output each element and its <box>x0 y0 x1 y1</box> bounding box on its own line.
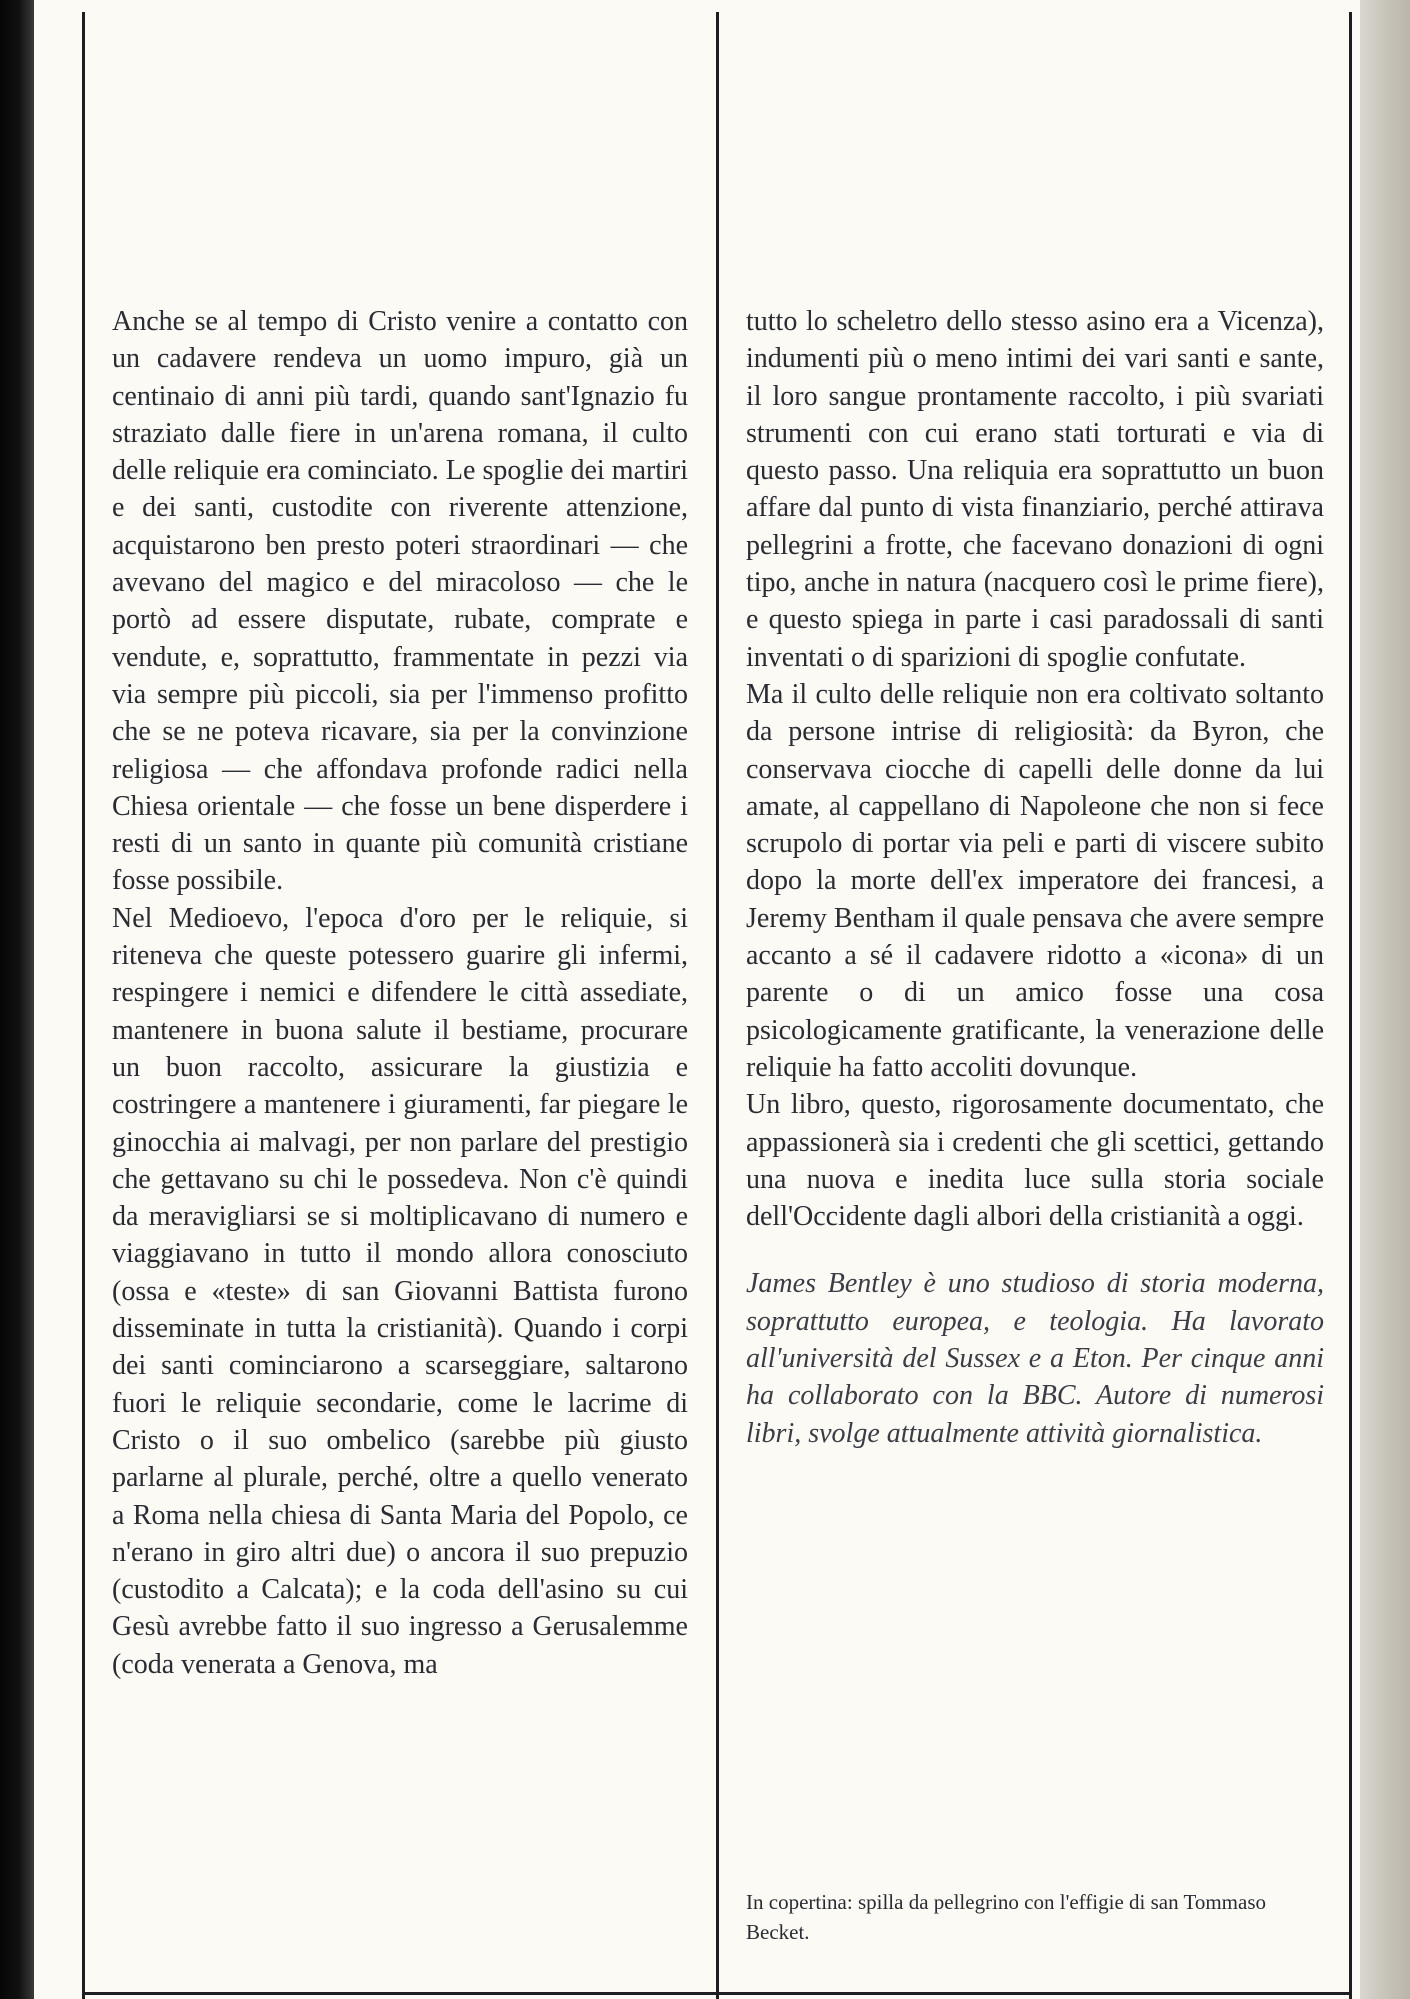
right-border-rule <box>1349 12 1352 1999</box>
paragraph-relic-devotees: Ma il culto delle reliquie non era coltivato soltanto da persone intrise di religiosità: da Byron, che conservava ciocche di capelli delle donne da lui amate, al cappellano di Napoleone che non si fece scrupolo di portar via peli e parti di viscere subito dopo la morte dell'ex imperatore dei francesi, a Jeremy Bentham il quale pensava che avere sempre accanto a sé il cadavere ridotto a «icona» di un parente o di un amico fosse una cosa psicologicamente gratificante, la venerazione delle reliquie ha fatto accoliti dovunque. <box>746 678 1324 1083</box>
paragraph-medieval-relics: Nel Medioevo, l'epoca d'oro per le reliquie, si riteneva che queste potessero guarire gli infermi, respingere i nemici e difendere le città assediate, mantenere in buona salute il bestiame, procurare un buon raccolto, assicurare la giustizia e costringere a mantenere i giuramenti, far piegare le ginocchia ai malvagi, per non parlare del prestigio che gettavano su chi le possedeva. Non c'è quindi da meravigliarsi se si moltiplicavano di numero e viaggiavano in tutto il mondo allora conosciuto (ossa e «teste» di san Giovanni Battista furono disseminate in tutta la cristianità). Quando i corpi dei santi cominciarono a scarseggiare, saltarono fuori le reliquie secondarie, come le lacrime di Cristo o il suo ombelico (sarebbe più giusto parlarne al plurale, perché, oltre a quello venerato a Roma nella chiesa di Santa Maria del Popolo, ce n'erano in giro altri due) o ancora il suo prepuzio (custodito a Calcata); e la coda dell'asino su cui Gesù avrebbe fatto il suo ingresso a Gerusalemme (coda venerata a Genova, ma <box>112 902 688 1680</box>
book-spine-shadow <box>0 0 34 1999</box>
paragraph-book-summary: Un libro, questo, rigorosamente documentato, che appassionerà sia i credenti che gli scettici, gettando una nuova e inedita luce sulla storia sociale dell'Occidente dagli albori della cristianità a oggi. <box>746 1089 1324 1233</box>
paragraph-relic-origins: Anche se al tempo di Cristo venire a contatto con un cadavere rendeva un uomo impuro, già un centinaio di anni più tardi, quando sant'Ignazio fu straziato dalle fiere in un'arena romana, il culto delle reliquie era cominciato. Le spoglie dei martiri e dei santi, custodite con riverente attenzione, acquistarono ben presto poteri straordinari — che avevano del magico e del miracoloso — che le portò ad essere disputate, rubate, comprate e vendute, e, soprattutto, frammentate in pezzi via via sempre più piccoli, sia per l'immenso profitto che se ne poteva ricavare, sia per la convinzione religiosa — che affondava profonde radici nella Chiesa orientale — che fosse un bene disperdere i resti di un santo in quante più comunità cristiane fosse possibile. <box>112 306 688 897</box>
left-text-column <box>112 303 688 1683</box>
left-border-rule <box>82 12 85 1999</box>
paragraph-relic-trade: tutto lo scheletro dello stesso asino era a Vicenza), indumenti più o meno intimi dei vari santi e sante, il loro sangue prontamente raccolto, i più svariati strumenti con cui erano stati torturati e via di questo passo. Una reliquia era soprattutto un buon affare dal punto di vista finanziario, perché attirava pellegrini a frotte, che facevano donazioni di ogni tipo, anche in natura (nacquero così le prime fiere), e questo spiega in parte i casi paradossali di santi inventati o di sparizioni di spoglie confutate. <box>746 306 1324 673</box>
column-divider-rule <box>716 12 719 1999</box>
cover-credit: In copertina: spilla da pellegrino con l'effigie di san Tommaso Becket. <box>746 1890 1266 1944</box>
page-edge <box>1360 0 1410 1999</box>
right-text-column <box>746 303 1324 1452</box>
bottom-border-rule <box>82 1992 1352 1995</box>
author-biography: James Bentley è uno studioso di storia moderna, soprattutto europea, e teologia. Ha lavorato all'università del Sussex e a Eton. Per cinque anni ha collaborato con la BBC. Autore di numerosi libri, svolge attualmente attività giornalistica. <box>746 1268 1324 1449</box>
